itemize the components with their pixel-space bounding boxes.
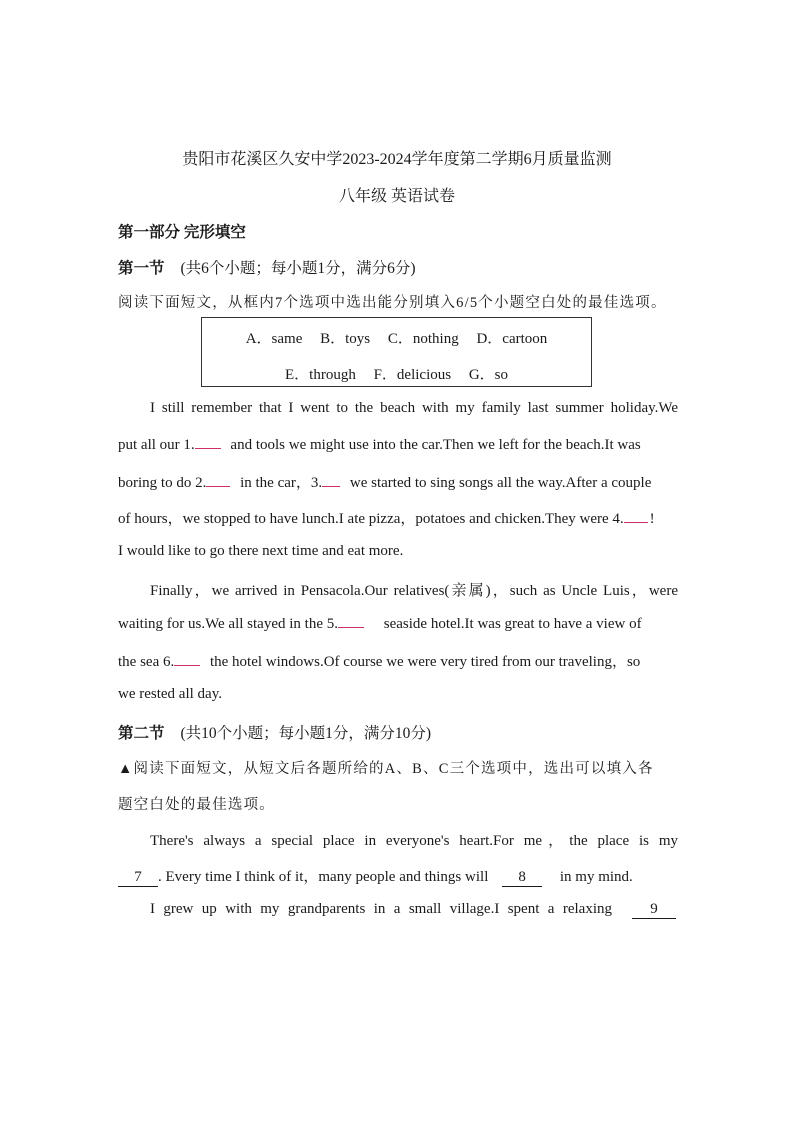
passage1-line: of hours，we stopped to have lunch.I ate pizza，potatoes and chicken.They were 4. ! [118, 511, 655, 527]
option-d: D．cartoon [476, 331, 548, 347]
passage2-line: 7 . Every time I think of it，many people and things will 8 in my mind. [118, 865, 678, 887]
section2-title: 第二节 [118, 725, 165, 742]
passage1-line: boring to do 2. in the car，3. we started to sing songs all the way.After a couple [118, 475, 652, 491]
options-box [201, 317, 592, 387]
section2-instruction: ▲阅读下面短文，从短文后各题所给的A、B、C三个选项中，选出可以填入各 [118, 761, 654, 777]
part1-heading: 第一部分 完形填空 [118, 224, 246, 241]
blank-2[interactable] [206, 474, 230, 487]
section1-title: 第一节 [118, 260, 165, 277]
passage1-line: the sea 6. the hotel windows.Of course we were very tired from our traveling，so [118, 654, 641, 670]
section2-instruction: 题空白处的最佳选项。 [118, 797, 275, 813]
blank-6[interactable] [174, 653, 200, 666]
option-f: F．delicious [373, 367, 452, 383]
blank-7[interactable]: 7 [118, 869, 158, 887]
passage1-line: put all our 1. and tools we might use into the car.Then we left for the beach.It was [118, 437, 641, 453]
blank-1[interactable] [195, 436, 221, 449]
option-a: A．same [245, 331, 303, 347]
section1-instruction: 阅读下面短文，从框内7个选项中选出能分别填入6/5个小题空白处的最佳选项。 [118, 295, 667, 311]
section1-heading [118, 256, 416, 278]
passage1-line: Finally，we arrived in Pensacola.Our relatives(亲属)，such as Uncle Luis，were [150, 583, 678, 599]
passage1-line: waiting for us.We all stayed in the 5. seaside hotel.It was great to have a view of [118, 616, 642, 632]
exam-subtitle: 八年级 英语试卷 [338, 188, 455, 205]
option-g: G．so [468, 367, 508, 383]
option-e: E．through [285, 367, 356, 383]
section2-heading [118, 721, 431, 743]
blank-3[interactable] [322, 474, 340, 487]
blank-4[interactable] [624, 510, 648, 523]
passage1-line: I still remember that I went to the beach with my family last summer holiday.We [150, 400, 678, 416]
blank-9[interactable]: 9 [632, 901, 676, 919]
passage2-line: There's always a special place in everyone's heart.For me，the place is my [150, 833, 678, 849]
blank-5[interactable] [338, 615, 364, 628]
option-c: C．nothing [387, 331, 459, 347]
section2-note: (共10个小题；每小题1分，满分10分) [180, 725, 432, 742]
options-row-1 [202, 327, 591, 348]
option-b: B．toys [320, 331, 371, 347]
blank-8[interactable]: 8 [502, 869, 542, 887]
passage1-line: I would like to go there next time and eat more. [118, 543, 404, 559]
passage1-line: we rested all day. [118, 686, 222, 702]
passage2-line: I grew up with my grandparents in a small village.I spent a relaxing 9 [150, 901, 678, 919]
exam-title: 贵阳市花溪区久安中学2023-2024学年度第二学期6月质量监测 [182, 151, 612, 168]
section1-note: (共6个小题；每小题1分，满分6分) [180, 260, 416, 277]
options-row-2 [202, 363, 591, 384]
